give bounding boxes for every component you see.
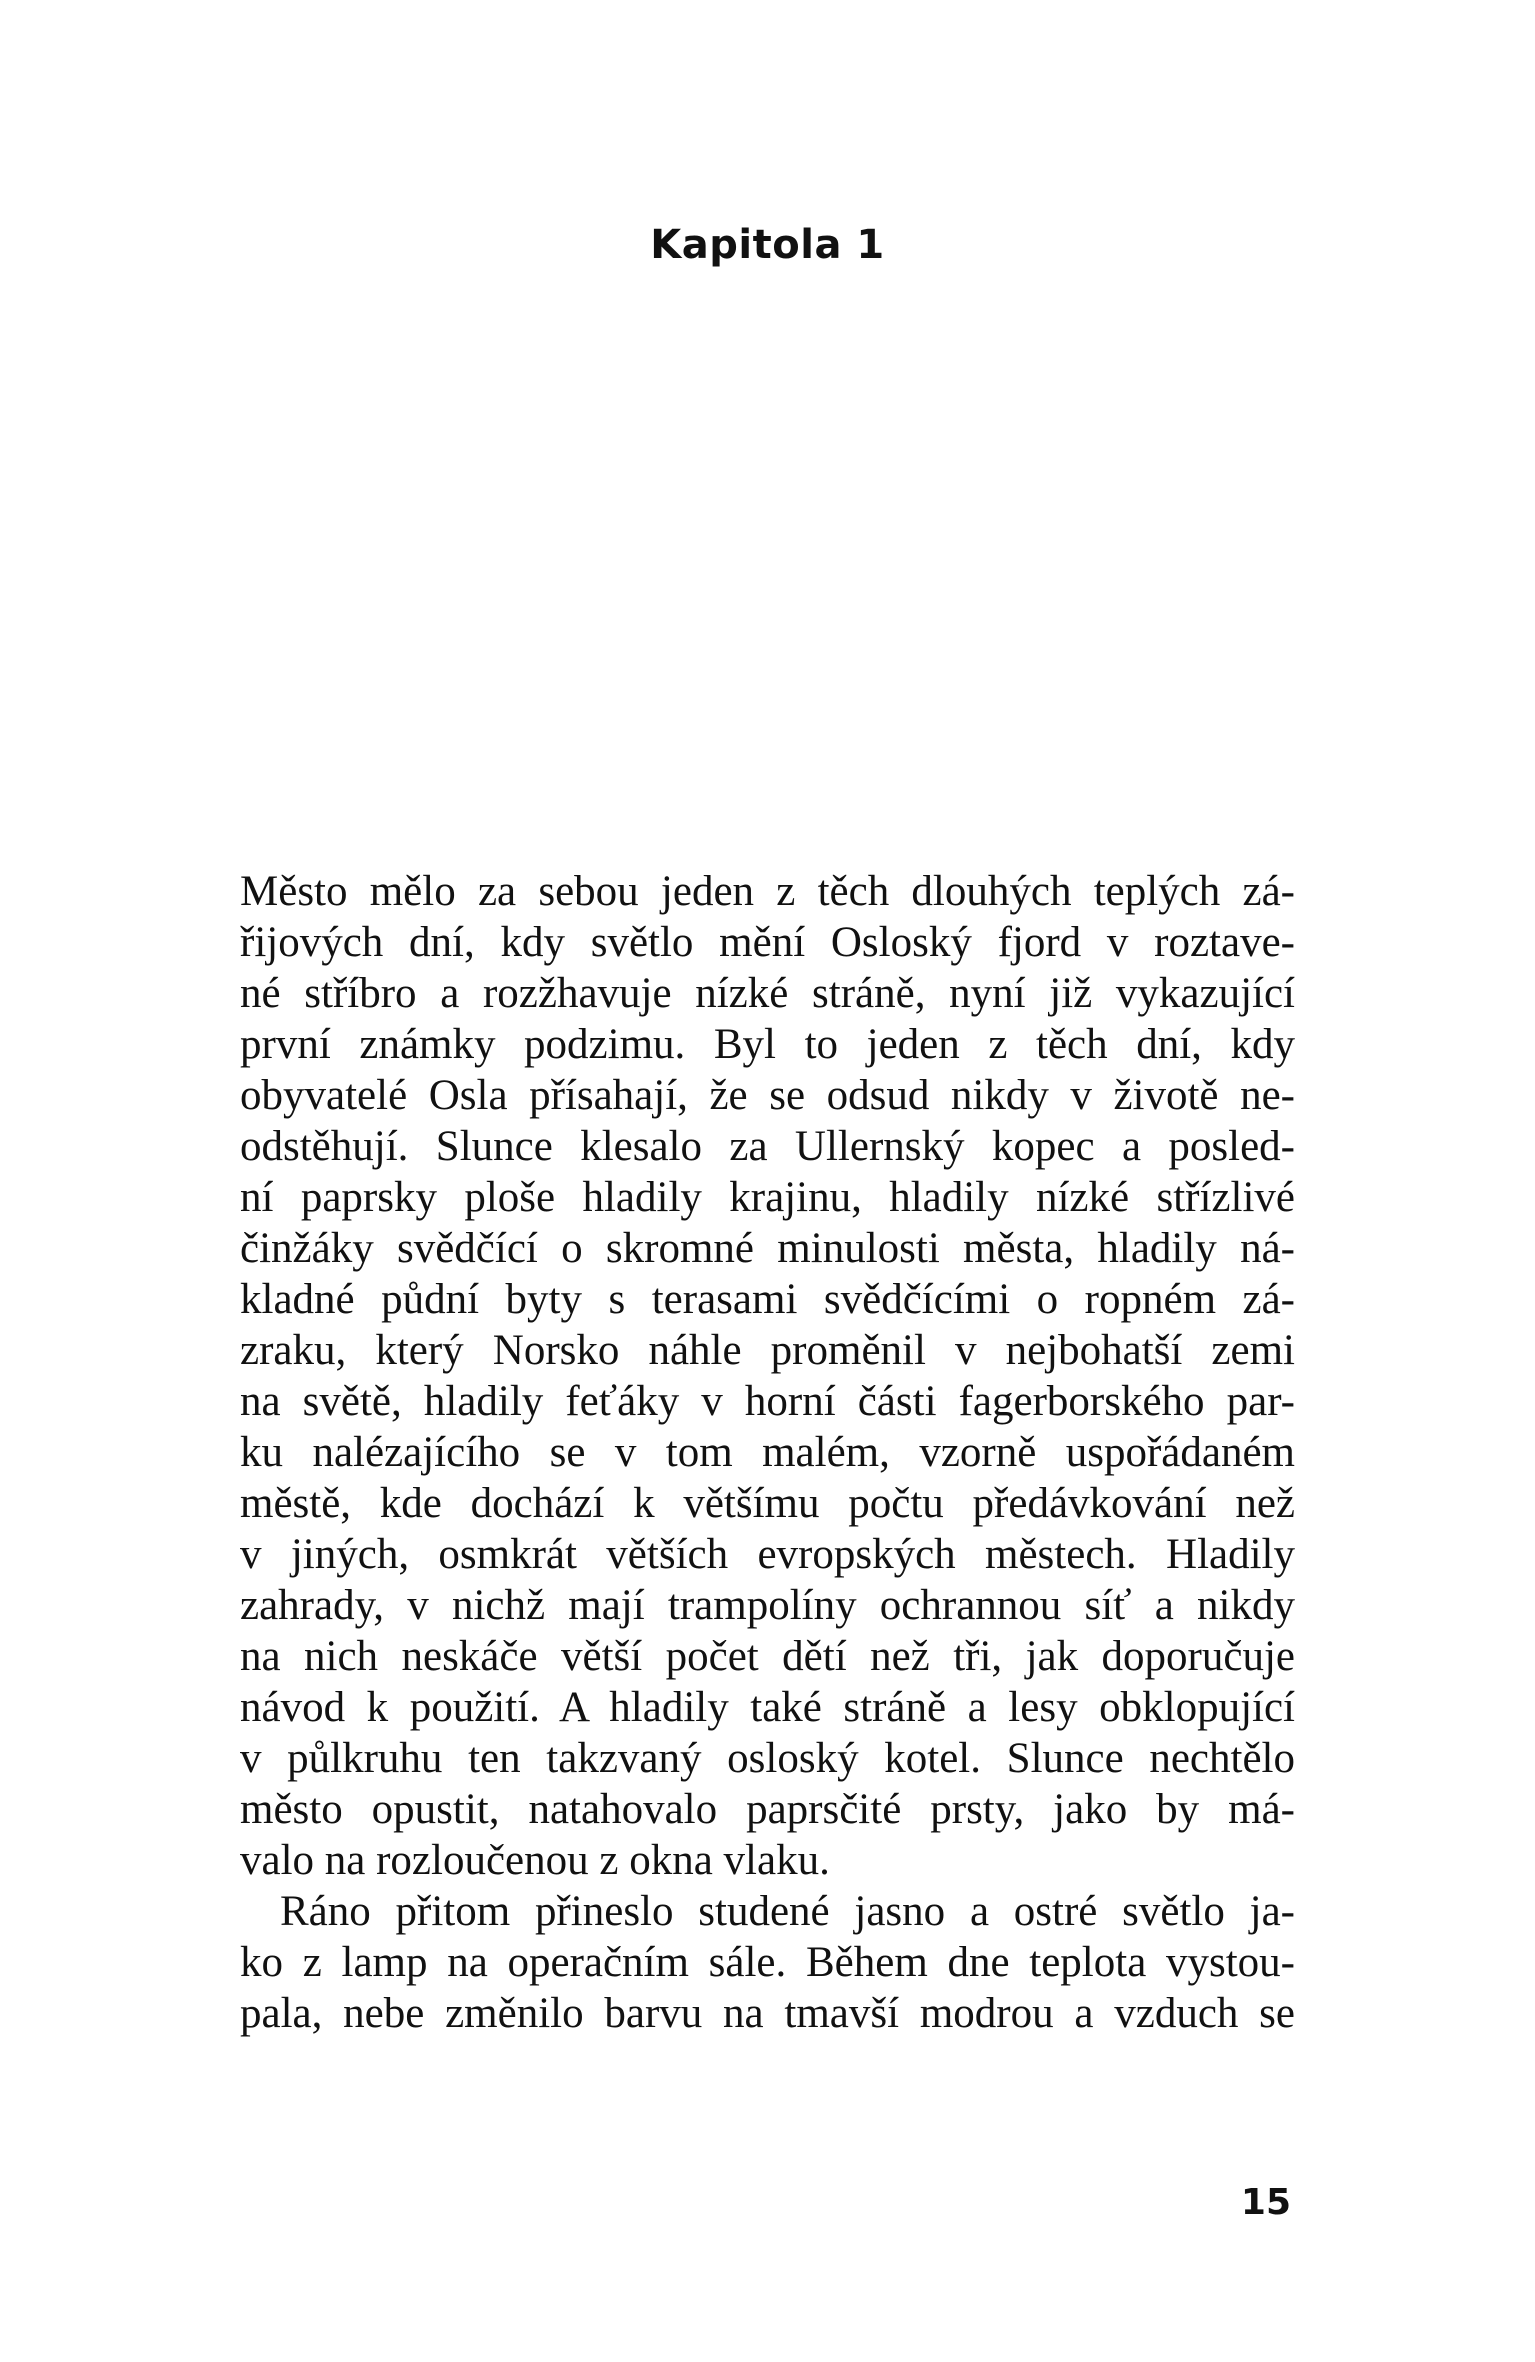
text-line: odstěhují. Slunce klesalo za Ullernský kopec a posled- — [240, 1123, 1295, 1170]
text-line: město opustit, natahovalo paprsčité prsty, jako by má- — [240, 1786, 1295, 1833]
text-line: zahrady, v nichž mají trampolíny ochrannou síť a nikdy — [240, 1582, 1295, 1629]
text-line: valo na rozloučenou z okna vlaku. — [240, 1837, 830, 1884]
text-line: řijových dní, kdy světlo mění Osloský fjord v roztave- — [240, 919, 1295, 966]
text-line: první známky podzimu. Byl to jeden z těch dní, kdy — [240, 1021, 1295, 1068]
text-line: Město mělo za sebou jeden z těch dlouhých teplých zá- — [240, 868, 1295, 915]
text-line: činžáky svědčící o skromné minulosti města, hladily ná- — [240, 1225, 1295, 1272]
text-line: na nich neskáče větší počet dětí než tři, jak doporučuje — [240, 1633, 1295, 1680]
text-line: ku nalézajícího se v tom malém, vzorně uspořádaném — [240, 1429, 1295, 1476]
body-text — [240, 866, 1295, 2039]
text-line: pala, nebe změnilo barvu na tmavší modrou a vzduch se — [240, 1990, 1295, 2037]
text-line: Ráno přitom přineslo studené jasno a ostré světlo ja- — [280, 1888, 1295, 1935]
page-number: 15 — [1240, 2182, 1291, 2223]
text-line: ní paprsky ploše hladily krajinu, hladily nízké střízlivé — [240, 1174, 1295, 1221]
chapter-title: Kapitola 1 — [650, 222, 885, 268]
text-line: na světě, hladily feťáky v horní části fagerborského par- — [240, 1378, 1295, 1425]
text-line: ko z lamp na operačním sále. Během dne teplota vystou- — [240, 1939, 1295, 1986]
text-line: v jiných, osmkrát větších evropských městech. Hladily — [240, 1531, 1295, 1578]
text-line: v půlkruhu ten takzvaný osloský kotel. Slunce nechtělo — [240, 1735, 1295, 1782]
text-line: návod k použití. A hladily také stráně a lesy obklopující — [240, 1684, 1295, 1731]
text-line: né stříbro a rozžhavuje nízké stráně, nyní již vykazující — [240, 970, 1295, 1017]
text-line: kladné půdní byty s terasami svědčícími o ropném zá- — [240, 1276, 1295, 1323]
text-line: zraku, který Norsko náhle proměnil v nejbohatší zemi — [240, 1327, 1295, 1374]
text-line: městě, kde dochází k většímu počtu předávkování než — [240, 1480, 1295, 1527]
text-line: obyvatelé Osla přísahají, že se odsud nikdy v životě ne- — [240, 1072, 1295, 1119]
